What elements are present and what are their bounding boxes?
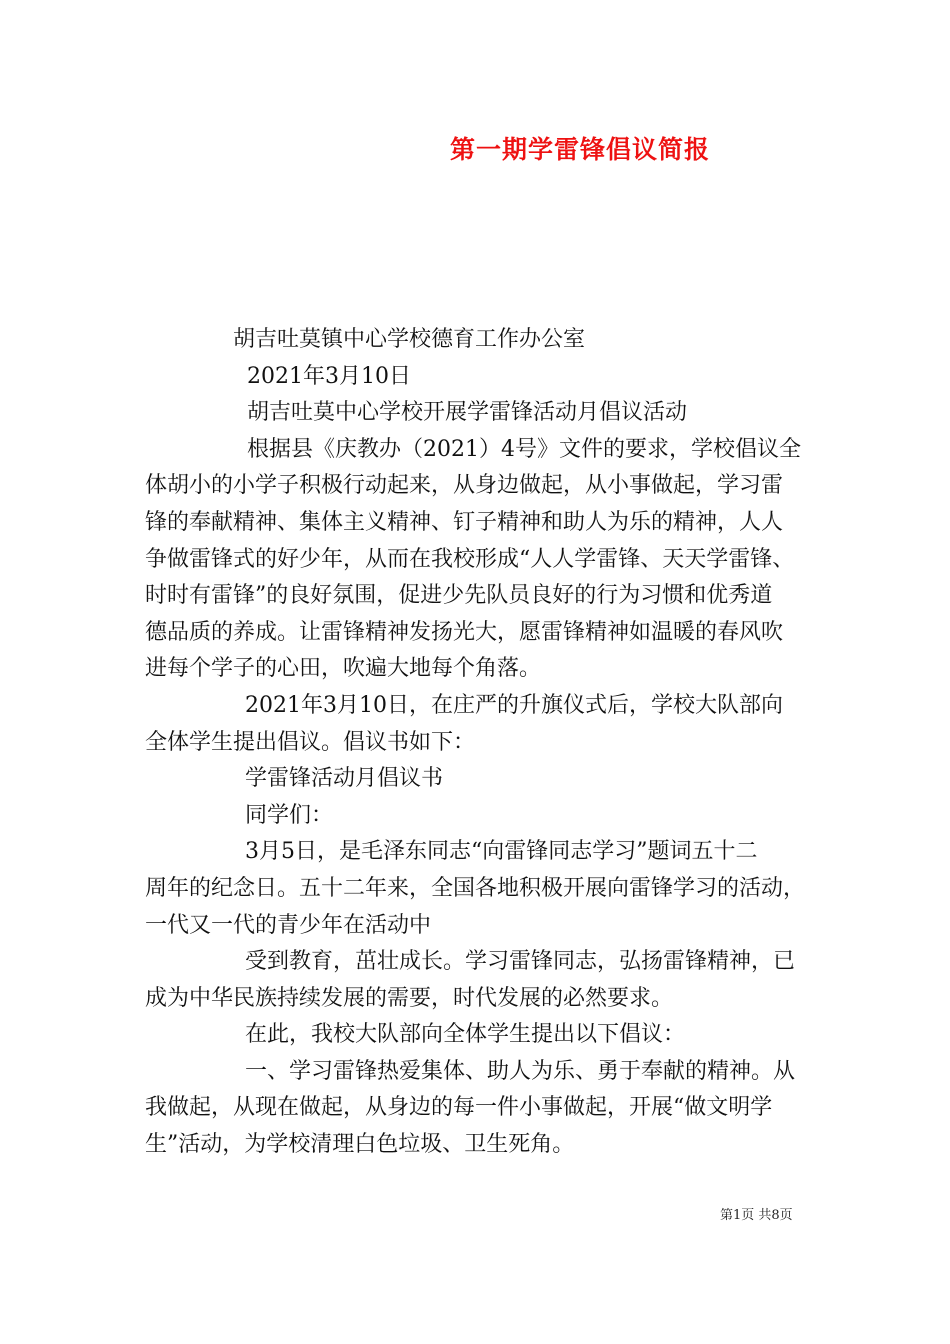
paragraph-line: 体胡小的小学子积极行动起来，从身边做起，从小事做起，学习雷 [145,473,784,499]
paragraph-line: 德品质的养成。让雷锋精神发扬光大，愿雷锋精神如温暖的春风吹 [145,619,784,645]
paragraph-line: 根据县《庆教办（2021）4号》文件的要求，学校倡议全 [247,436,801,462]
paragraph-line: 我做起，从现在做起，从身边的每一件小事做起，开展“做文明学 [145,1095,773,1121]
paragraph-line: 3月5日，是毛泽东同志“向雷锋同志学习”题词五十二 [245,839,758,865]
paragraph-line: 全体学生提出倡议。倡议书如下： [145,729,476,755]
paragraph-line: 一代又一代的青少年在活动中 [145,912,432,938]
paragraph-line: 生”活动，为学校清理白色垃圾、卫生死角。 [145,1132,575,1158]
page-number: 第1页 共8页 [720,1208,793,1223]
paragraph-line: 2021年3月10日，在庄严的升旗仪式后，学校大队部向 [245,692,783,718]
paragraph-line: 在此，我校大队部向全体学生提出以下倡议： [245,1022,686,1048]
paragraph-line: 成为中华民族持续发展的需要，时代发展的必然要求。 [145,985,674,1011]
paragraph-line: 受到教育，茁壮成长。学习雷锋同志，弘扬雷锋精神，已 [245,949,796,975]
paragraph-line: 争做雷锋式的好少年，从而在我校形成“人人学雷锋、天天学雷锋、 [145,546,795,572]
paragraph-line: 时时有雷锋”的良好氛围，促进少先队员良好的行为习惯和优秀道 [145,583,773,609]
document-title: 第一期学雷锋倡议简报 [450,135,711,164]
document-body [145,322,815,1164]
paragraph-line: 进每个学子的心田，吹遍大地每个角落。 [145,656,542,682]
issuer-line: 胡吉吐莫镇中心学校德育工作办公室 [233,327,586,352]
subtitle-line: 胡吉吐莫中心学校开展学雷锋活动月倡议活动 [247,400,688,426]
proposal-heading: 学雷锋活动月倡议书 [245,766,444,792]
date-line: 2021年3月10日 [247,363,411,389]
salutation-line: 同学们： [245,802,334,828]
paragraph-line: 一、学习雷锋热爱集体、助人为乐、勇于奉献的精神。从 [245,1058,796,1084]
paragraph-line: 周年的纪念日。五十二年来，全国各地积极开展向雷锋学习的活动， [145,875,806,901]
paragraph-line: 锋的奉献精神、集体主义精神、钉子精神和助人为乐的精神，人人 [145,509,784,535]
